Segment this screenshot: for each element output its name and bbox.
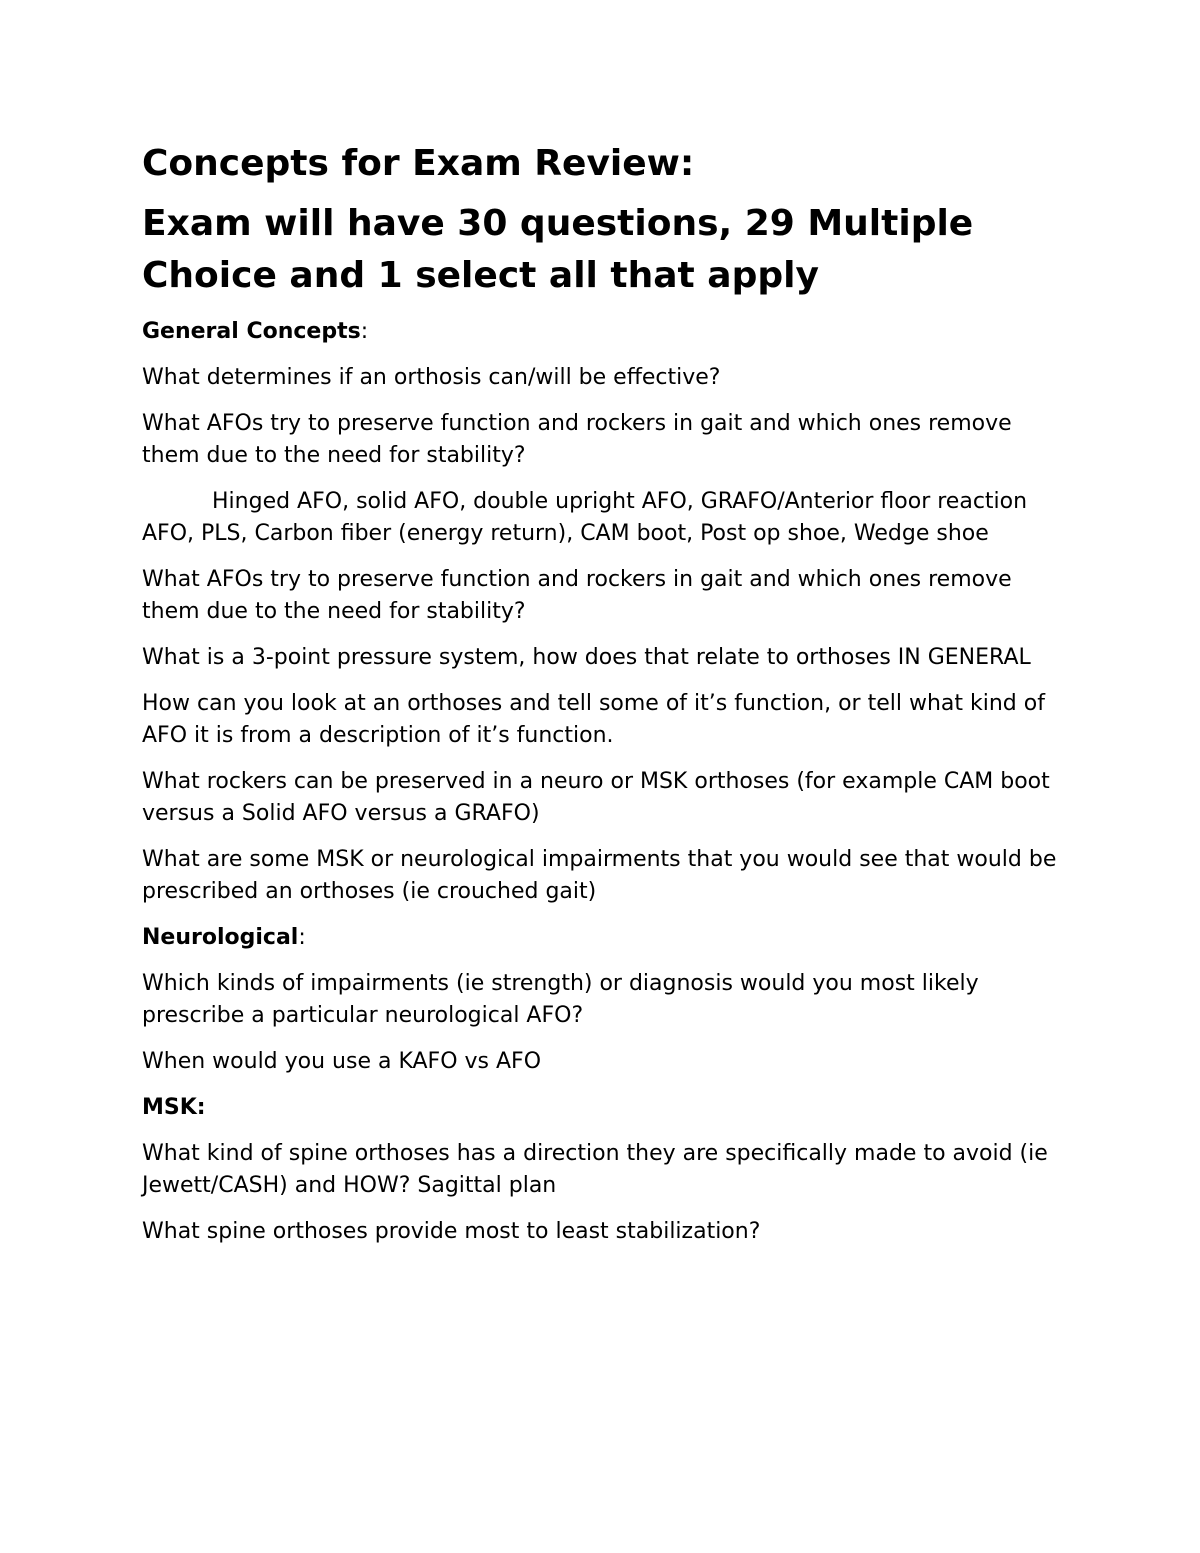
question-item: What determines if an orthosis can/will be effective? [142,365,721,390]
section-heading-label: MSK: [142,1095,206,1120]
question-item: What AFOs try to preserve function and rockers in gait and which ones remove them due to the need for stability? [142,567,1012,624]
document-page [142,138,1072,1262]
question-item: What are some MSK or neurological impairments that you would see that would be prescribed an orthoses (ie crouched gait) [142,847,1057,904]
question-item: What AFOs try to preserve function and rockers in gait and which ones remove them due to the need for stability? [142,411,1012,468]
question-item: How can you look at an orthoses and tell some of it’s function, or tell what kind of AFO it is from a description of it’s function. [142,691,1045,748]
question-item: What kind of spine orthoses has a direction they are specifically made to avoid (ie Jewett/CASH) and HOW? Sagittal plan [142,1141,1048,1198]
question-item: When would you use a KAFO vs AFO [142,1049,542,1074]
section-heading-label: Neurological [142,925,299,950]
question-item: What rockers can be preserved in a neuro or MSK orthoses (for example CAM boot versus a Solid AFO versus a GRAFO) [142,769,1050,826]
section-heading-colon: : [298,925,306,950]
question-item: What is a 3-point pressure system, how does that relate to orthoses IN GENERAL [142,645,1031,670]
document-subtitle: Exam will have 30 questions, 29 Multiple Choice and 1 select all that apply [142,203,974,296]
section-heading-msk [142,1092,1072,1124]
section-heading-neurological [142,922,1072,954]
section-heading-label: General Concepts [142,319,361,344]
section-heading-general [142,316,1072,348]
section-heading-colon: : [360,319,369,344]
document-title: Concepts for Exam Review: [142,143,695,184]
afo-types-list: Hinged AFO, solid AFO, double upright AFO, GRAFO/Anterior floor reaction AFO, PLS, Carbon fiber (energy return), CAM boot, Post op shoe, Wedge shoe [142,489,1028,546]
question-item: Which kinds of impairments (ie strength) or diagnosis would you most likely prescribe a particular neurological AFO? [142,971,979,1028]
question-item: What spine orthoses provide most to least stabilization? [142,1219,761,1244]
